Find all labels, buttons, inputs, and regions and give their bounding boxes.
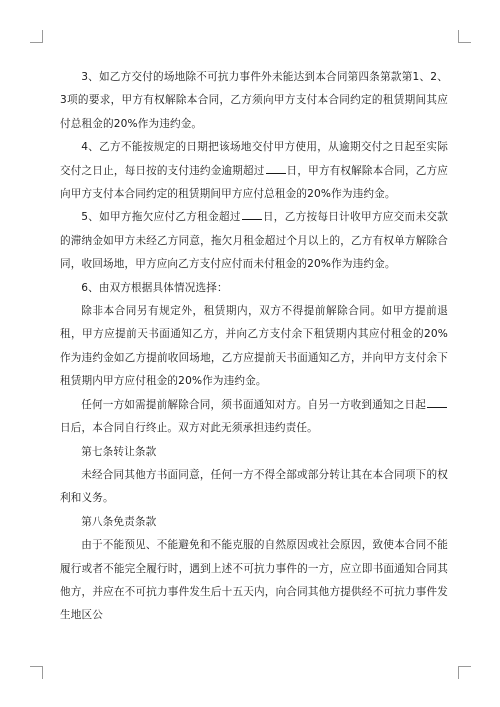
clause-5-text-b: 日，乙方按每日计收甲方应交而未交款的滞纳金如甲方未经乙方同意，拖欠月租金超过个月以上的，乙方有权单方解除合同，收回场地，甲方应向乙方支付应付而未付租金的20%作为违约金。: [60, 211, 448, 271]
crop-mark-bottom-right: [458, 666, 471, 679]
article-8-title: 第八条免责条款: [81, 515, 157, 528]
clause-6-text: 6、由双方根据具体情况选择：: [81, 281, 228, 294]
early-termination-text: 除非本合同另有规定外，租赁期内，双方不得提前解除合同。如甲方提前退租，甲方应提前天书面通知乙方，并向乙方支付余下租赁期内其应付租金的20%作为违约金如乙方提前收回场地，乙方应提前天书面通知乙方，并向甲方支付余下租赁期内甲方应付租金的20%作为违约金。: [60, 305, 448, 388]
fill-in-blank: [242, 208, 262, 220]
article-7-text: 未经合同其他方书面同意，任何一方不得全部或部分转让其在本合同项下的权利和义务。: [60, 468, 448, 505]
notice-termination-text-a: 任何一方如需提前解除合同，须书面通知对方。自另一方收到通知之日起: [81, 398, 426, 411]
article-8-text: 由于不能预见、不能避免和不能克服的自然原因或社会原因，致使本合同不能履行或者不能完全履行时，遇到上述不可抗力事件的一方，应立即书面通知合同其他方，并应在不可抗力事件发生后十五天内，向合同其他方提供经不可抗力事件发生地区公: [60, 539, 448, 622]
notice-termination-text-b: 日后，本合同自行终止。双方对此无须承担违约责任。: [60, 422, 318, 435]
crop-mark-top-right: [458, 30, 471, 43]
document-body: [60, 66, 448, 628]
crop-mark-top-left: [30, 30, 43, 43]
article-8-paragraph: [60, 534, 448, 628]
article-7-title: 第七条转让条款: [81, 445, 157, 458]
notice-termination-paragraph: [60, 394, 448, 441]
article-8-heading: [60, 511, 448, 534]
fill-in-blank: [266, 162, 286, 174]
clause-5-paragraph: [60, 206, 448, 276]
clause-4-paragraph: [60, 136, 448, 206]
clause-5-text-a: 5、如甲方拖欠应付乙方租金超过: [81, 211, 241, 224]
clause-3-paragraph: [60, 66, 448, 136]
early-termination-paragraph: [60, 300, 448, 394]
crop-mark-bottom-left: [30, 666, 43, 679]
fill-in-blank: [427, 396, 447, 408]
clause-6-paragraph: [60, 277, 448, 300]
article-7-paragraph: [60, 464, 448, 511]
clause-4-text-b: 日，甲方有权解除本合同，乙方应向甲方支付本合同约定的租赁期间甲方应付总租金的20%作为违约金。: [60, 164, 448, 201]
clause-3-text: 3、如乙方交付的场地除不可抗力事件外未能达到本合同第四条第款第1、2、3项的要求，甲方有权解除本合同，乙方须向甲方支付本合同约定的租赁期间其应付总租金的20%作为违约金。: [60, 71, 448, 130]
article-7-heading: [60, 441, 448, 464]
clause-4-text-a: 4、乙方不能按规定的日期把该场地交付甲方使用，从逾期交付之日起至实际交付之日止，每日按的支付违约金逾期超过: [60, 141, 448, 177]
